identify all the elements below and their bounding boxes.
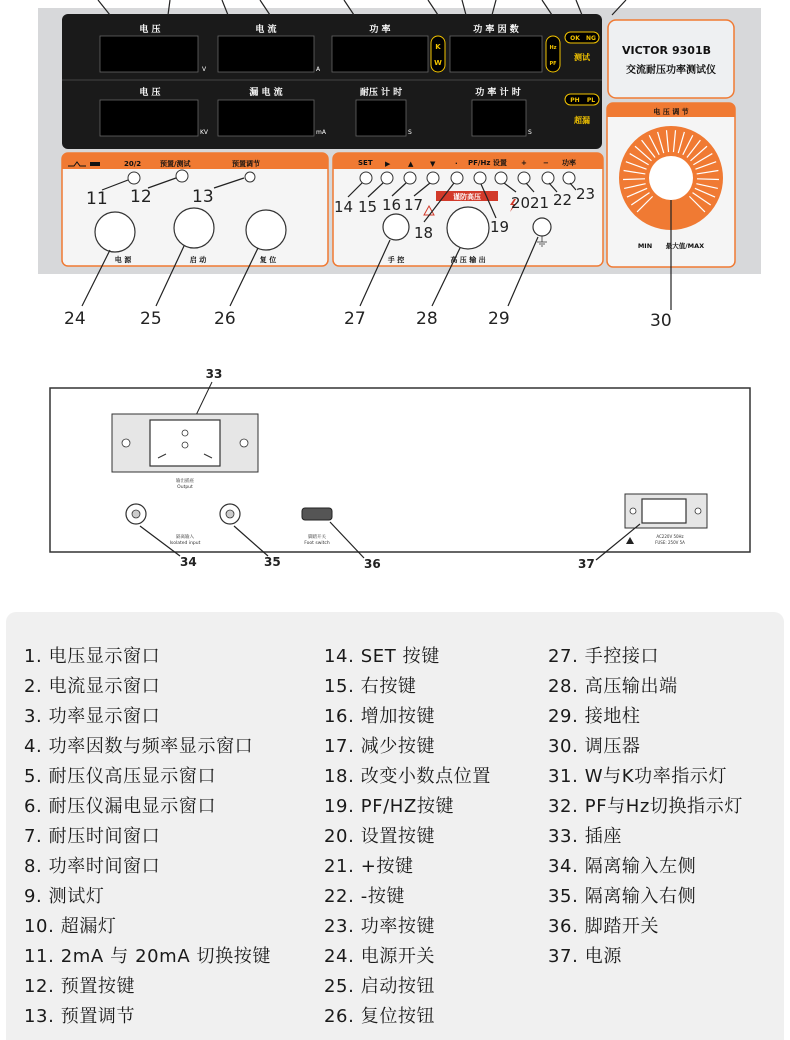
socket-screw-left [122,439,130,447]
decimal-key[interactable] [451,172,463,184]
legend-item [548,912,743,942]
legend-item [24,882,271,912]
legend-item [548,942,743,972]
legend-text: 减少按键 [360,736,436,757]
ground-post[interactable] [533,218,551,236]
ok-label: OK [570,35,580,42]
legend-column-1 [24,642,271,1032]
reset-button[interactable] [246,210,286,250]
legend-text: PF/HZ按键 [360,796,455,817]
legend-number: 19. [324,796,355,817]
ph-label: PH [570,97,580,104]
unit-s-2: S [528,129,532,136]
legend-item [24,912,271,942]
regulator-knob-center [649,156,693,200]
legend-number: 6. [24,796,43,817]
voltage-label: 电 压 [139,25,161,35]
range-label: 20/2 [124,160,142,168]
callout-15: 15 [358,198,378,216]
legend-column-3 [548,642,743,972]
regulator-min-label: MIN [637,242,653,250]
callout-24: 24 [64,309,86,329]
legend-item [548,882,743,912]
hz-label: Hz [549,45,557,51]
regulator-max-label: 最大值/MAX [665,242,705,250]
power-label: 功 率 [369,25,391,35]
socket-label: 输出插座 [176,479,194,484]
callout-25: 25 [140,309,162,329]
legend-text: 预置调节 [60,1006,136,1027]
test-light-label: 测试 [574,53,590,62]
legend-item [548,792,743,822]
legend-number: 3. [24,706,43,727]
legend-number: 31. [548,766,579,787]
isolation-sublabel: Isolated input [169,541,201,546]
legend-item [24,792,271,822]
callout-17: 17 [404,196,424,214]
legend-number: 16. [324,706,355,727]
legend-text: -按键 [360,886,406,907]
legend-item [324,1002,491,1032]
callout-22: 22 [553,191,573,209]
callout-11: 11 [86,189,108,209]
callout-29: 29 [488,309,510,329]
callout-26: 26 [214,309,236,329]
down-arrow-icon: ▼ [430,160,436,168]
power-spec-2: FUSE: 250V 5A [655,540,685,545]
unit-a: A [316,66,321,73]
power-timer-window [472,100,526,136]
legend-item [548,702,743,732]
legend-number: 9. [24,886,43,907]
pf-hz-setting-label: PF/Hz 设置 [468,159,507,167]
device-title: 交流耐压功率测试仪 [626,65,716,76]
preset-adjust-label: 预置调节 [232,160,260,168]
legend-item [24,702,271,732]
legend-item [548,672,743,702]
ng-label: NG [586,35,596,42]
legend-text: 设置按键 [360,826,436,847]
isolation-label: 隔离输入 [176,535,194,540]
legend-number: 28. [548,676,579,697]
decrease-key[interactable] [427,172,439,184]
legend-item [24,972,271,1002]
preset-test-label: 预置/测试 [160,160,191,168]
legend-number: 12. [24,976,55,997]
legend-text: 增加按键 [360,706,436,727]
legend-number: 22. [324,886,355,907]
foot-switch-label: 脚踏开关 [308,535,326,540]
set-key-label: SET [358,159,373,167]
legend-text: 隔离输入右侧 [584,886,697,907]
right-arrow-icon: ▶ [385,160,391,168]
callout-12: 12 [130,187,152,207]
legend-number: 27. [548,646,579,667]
legend-item [24,642,271,672]
callout-35: 35 [264,555,281,569]
socket-sublabel: Output [177,485,193,490]
minus-key-label: − [543,159,549,167]
dot-icon: · [455,160,458,168]
legend-number: 7. [24,826,43,847]
legend-number: 10. [24,916,55,937]
legend-text: 预置按键 [60,976,136,997]
legend-text: 复位按钮 [360,1006,436,1027]
callout-37: 37 [578,557,595,571]
legend-text: +按键 [360,856,414,877]
legend-text: 高压输出端 [584,676,678,697]
legend-item [24,672,271,702]
legend-item [324,912,491,942]
legend-text: 电源开关 [360,946,436,967]
kw-k-label: K [435,43,441,51]
legend-text: 脚踏开关 [584,916,660,937]
legend-text: PF与Hz切换指示灯 [584,796,743,817]
legend-item [324,942,491,972]
legend-number: 35. [548,886,579,907]
reset-knob-label: 复 位 [259,256,277,264]
callout-21: 21 [530,194,550,212]
legend-number: 8. [24,856,43,877]
start-knob-label: 启 动 [189,256,207,264]
power-key[interactable] [563,172,575,184]
power-knob-label: 电 源 [114,256,132,264]
legend-number: 37. [548,946,579,967]
legend-text: SET 按键 [360,646,440,667]
callout-19: 19 [490,218,510,236]
start-button[interactable] [174,208,214,248]
power-switch[interactable] [95,212,135,252]
legend-number: 11. [24,946,55,967]
legend-number: 18. [324,766,355,787]
legend-text: 耐压时间窗口 [48,826,161,847]
legend-text: 功率显示窗口 [48,706,161,727]
callout-28: 28 [416,309,438,329]
power-factor-label: 功 率 因 数 [473,25,519,35]
legend-text: 功率时间窗口 [48,856,161,877]
voltage-window [100,36,198,72]
legend-number: 30. [548,736,579,757]
plus-key-label: + [521,159,527,167]
foot-switch-port[interactable] [302,508,332,520]
withstand-timer-window [356,100,406,136]
dial-tick [623,179,645,180]
legend-text: 耐压仪漏电显示窗口 [48,796,217,817]
model-number: 9301B [672,44,711,57]
legend-item [324,672,491,702]
output-socket[interactable] [150,420,220,466]
legend-item [548,822,743,852]
hv-warning-label: 谨防高压 [453,193,481,201]
legend-text: 插座 [584,826,622,847]
legend-text: 2mA 与 20mA 切换按键 [60,946,271,967]
callout-18: 18 [414,224,434,242]
legend-number: 29. [548,706,579,727]
dial-tick [697,179,719,180]
preset-adjust-knob[interactable] [245,172,255,182]
legend-text: W与K功率指示灯 [584,766,728,787]
callout-14: 14 [334,198,354,216]
setting-key[interactable] [495,172,507,184]
legend-item [24,762,271,792]
legend-text: 启动按钮 [360,976,436,997]
legend-text: 隔离输入左侧 [584,856,697,877]
legend-text: 电流显示窗口 [48,676,161,697]
hv-output-label: 高 压 输 出 [450,256,486,264]
minus-key[interactable] [542,172,554,184]
legend-text: 右按键 [360,676,417,697]
legend-item [24,942,271,972]
power-inlet[interactable] [642,499,686,523]
legend-number: 13. [24,1006,55,1027]
manual-port-label: 手 控 [387,256,405,264]
up-arrow-icon: ▲ [408,160,414,168]
kw-w-label: W [434,59,442,67]
legend-text: 耐压仪高压显示窗口 [48,766,217,787]
legend-item [324,642,491,672]
legend-item [24,732,271,762]
legend-text: 测试灯 [48,886,105,907]
pf-label: PF [549,61,557,67]
pf-hz-key[interactable] [474,172,486,184]
legend-item [324,852,491,882]
legend-item [548,852,743,882]
callout-36: 36 [364,557,381,571]
legend-item [24,822,271,852]
callout-30: 30 [650,311,672,331]
component-legend [6,612,784,1040]
legend-item [548,732,743,762]
unit-ma: mA [316,129,326,136]
increase-key[interactable] [404,172,416,184]
legend-item [324,822,491,852]
legend-text: 电源 [584,946,622,967]
callout-13: 13 [192,187,214,207]
legend-text: 功率因数与频率显示窗口 [48,736,254,757]
callout-34: 34 [180,555,197,569]
legend-text: 手控接口 [584,646,660,667]
power-timer-label: 功 率 计 时 [475,88,521,98]
legend-number: 33. [548,826,579,847]
power-key-label: 功率 [562,159,576,167]
hv-voltage-window [100,100,198,136]
legend-text: 调压器 [584,736,641,757]
legend-item [324,882,491,912]
legend-number: 2. [24,676,43,697]
legend-item [548,762,743,792]
power-factor-window [450,36,542,72]
legend-text: 改变小数点位置 [360,766,491,787]
unit-kv: KV [200,129,209,136]
legend-item [548,642,743,672]
legend-number: 25. [324,976,355,997]
power-spec-1: AC220V 50Hz [656,534,684,539]
withstand-timer-label: 耐压 计 时 [359,88,403,98]
callout-16: 16 [382,196,402,214]
legend-text: 接地柱 [584,706,641,727]
brand-box [608,20,734,98]
legend-text: 超漏灯 [60,916,117,937]
unit-v: V [202,66,207,73]
legend-number: 14. [324,646,355,667]
preset-button[interactable] [176,170,188,182]
legend-number: 23. [324,916,355,937]
rear-panel [50,367,750,552]
legend-number: 5. [24,766,43,787]
regulator-title: 电 压 调 节 [653,108,689,116]
leakage-label: 漏 电 流 [249,88,283,98]
legend-number: 15. [324,676,355,697]
brand-logo: VICTOR [622,44,669,57]
hv-output-terminal[interactable] [447,207,489,249]
legend-number: 36. [548,916,579,937]
legend-number: 32. [548,796,579,817]
callout-33: 33 [205,367,223,381]
legend-text: 电压显示窗口 [48,646,161,667]
legend-item [324,702,491,732]
set-key[interactable] [360,172,372,184]
legend-number: 4. [24,736,43,757]
hv-voltage-label: 电 压 [139,88,161,98]
leakage-window [218,100,314,136]
callout-23: 23 [576,185,596,203]
legend-item [24,852,271,882]
legend-number: 20. [324,826,355,847]
manual-control-port[interactable] [383,214,409,240]
socket-screw-right [240,439,248,447]
callout-27: 27 [344,309,366,329]
unit-s-1: S [408,129,412,136]
legend-number: 17. [324,736,355,757]
right-key[interactable] [381,172,393,184]
foot-switch-sublabel: Foot switch [304,541,330,546]
legend-item [324,732,491,762]
legend-item [324,972,491,1002]
legend-number: 24. [324,946,355,967]
leak-light-label: 超漏 [574,116,590,125]
legend-number: 21. [324,856,355,877]
legend-item [324,762,491,792]
callout-20: 20 [511,194,531,212]
pl-label: PL [586,97,596,104]
current-label: 电 流 [255,25,277,35]
legend-number: 1. [24,646,43,667]
plus-key[interactable] [518,172,530,184]
power-window [332,36,428,72]
front-panel [38,8,761,274]
legend-item [324,792,491,822]
legend-column-2 [324,642,491,1032]
legend-text: 功率按键 [360,916,436,937]
rear-callout-numbers [180,555,595,571]
legend-item [24,1002,271,1032]
range-switch-button[interactable] [128,172,140,184]
legend-number: 34. [548,856,579,877]
current-window [218,36,314,72]
legend-number: 26. [324,1006,355,1027]
